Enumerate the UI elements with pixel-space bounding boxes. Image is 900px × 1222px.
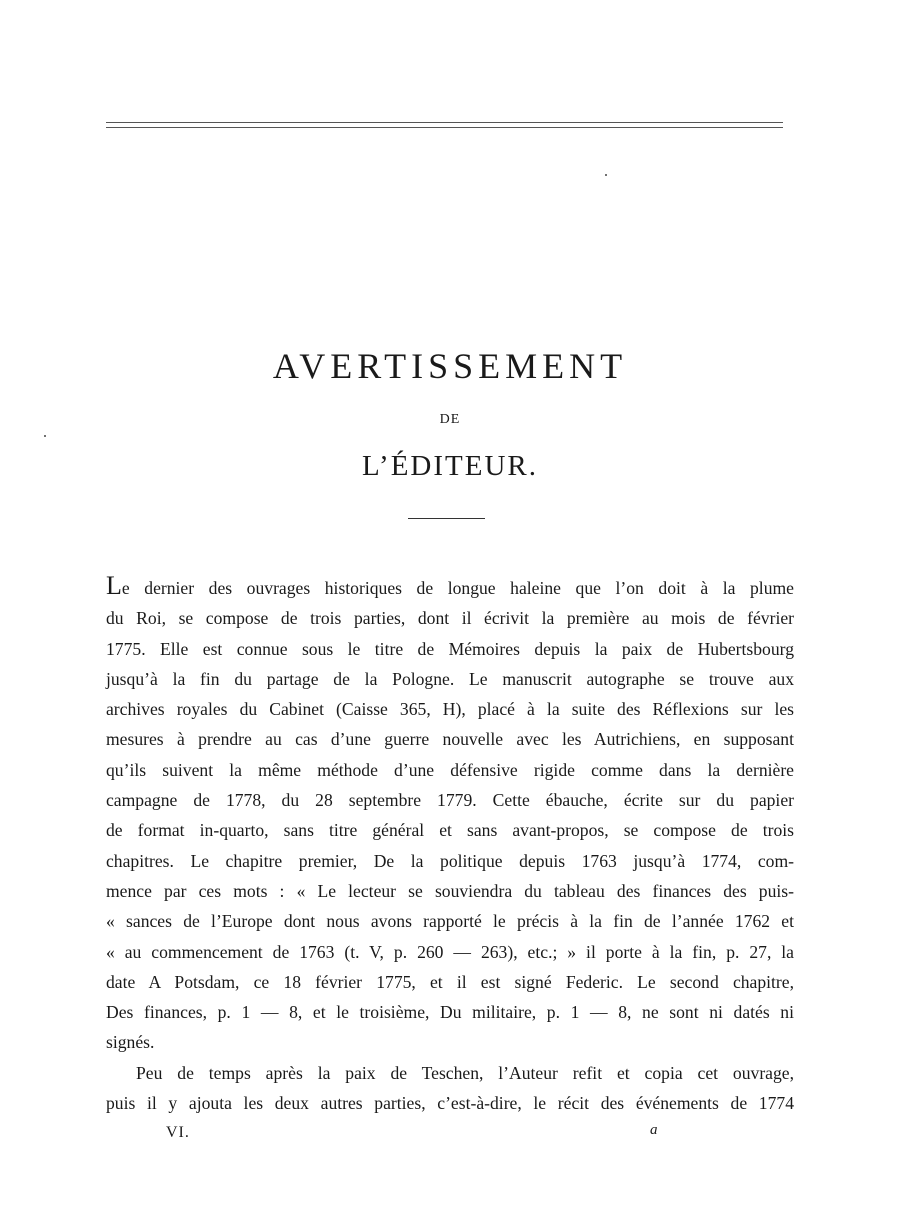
body-text [106, 573, 794, 1118]
text-line: date A Potsdam, ce 18 février 1775, et il est signé Federic. Le second chapitre, [106, 971, 794, 992]
text-line: puis il y ajouta les deux autres parties, c’est-à-dire, le récit des événements de 1774 [106, 1093, 794, 1114]
text-line: Des finances, p. 1 — 8, et le troisième, Du militaire, p. 1 — 8, ne sont ni datés ni [106, 1002, 794, 1023]
text-line: mesures à prendre au cas d’une guerre nouvelle avec les Autrichiens, en supposant [106, 729, 794, 750]
gathering-mark: a [650, 1122, 658, 1138]
title-de: DE [439, 412, 461, 427]
ink-speck [44, 435, 46, 437]
text-line: de format in-quarto, sans titre général et sans avant-propos, se compose de trois [106, 820, 794, 841]
text-line: archives royales du Cabinet (Caisse 365, H), placé à la suite des Réflexions sur les [106, 699, 794, 720]
text-line: jusqu’à la fin du partage de la Pologne. Le manuscrit autographe se trouve aux [106, 668, 794, 689]
text-line: signés. [106, 1032, 155, 1053]
text-line: « au commencement de 1763 (t. V, p. 260 — 263), etc.; » il porte à la fin, p. 27, la [106, 941, 794, 962]
text-line: mence par ces mots : « Le lecteur se souviendra du tableau des finances des puis- [106, 880, 794, 901]
text-line: chapitres. Le chapitre premier, De la politique depuis 1763 jusqu’à 1774, com- [106, 850, 794, 871]
drop-cap: L [106, 571, 122, 600]
text-line: du Roi, se compose de trois parties, dont il écrivit la première au mois de février [106, 608, 794, 629]
ink-speck [605, 174, 607, 176]
text-line: « sances de l’Europe dont nous avons rapporté le précis à la fin de l’année 1762 et [106, 911, 794, 932]
page-title: AVERTISSEMENT [272, 346, 628, 386]
title-rule [408, 518, 485, 519]
text-line: Le dernier des ouvrages historiques de longue haleine que l’on doit à la plume [106, 571, 794, 600]
text-line: 1775. Elle est connue sous le titre de Mémoires depuis la paix de Hubertsbourg [106, 638, 794, 659]
top-double-rule [106, 122, 783, 128]
signature-mark: VI. [166, 1124, 190, 1141]
text-line: campagne de 1778, du 28 septembre 1779. Cette ébauche, écrite sur du papier [106, 790, 794, 811]
text-line: Peu de temps après la paix de Teschen, l’Auteur refit et copia cet ouvrage, [136, 1062, 794, 1083]
text-line: qu’ils suivent la même méthode d’une défensive rigide comme dans la dernière [106, 759, 794, 780]
title-editeur: L’ÉDITEUR. [362, 450, 538, 482]
